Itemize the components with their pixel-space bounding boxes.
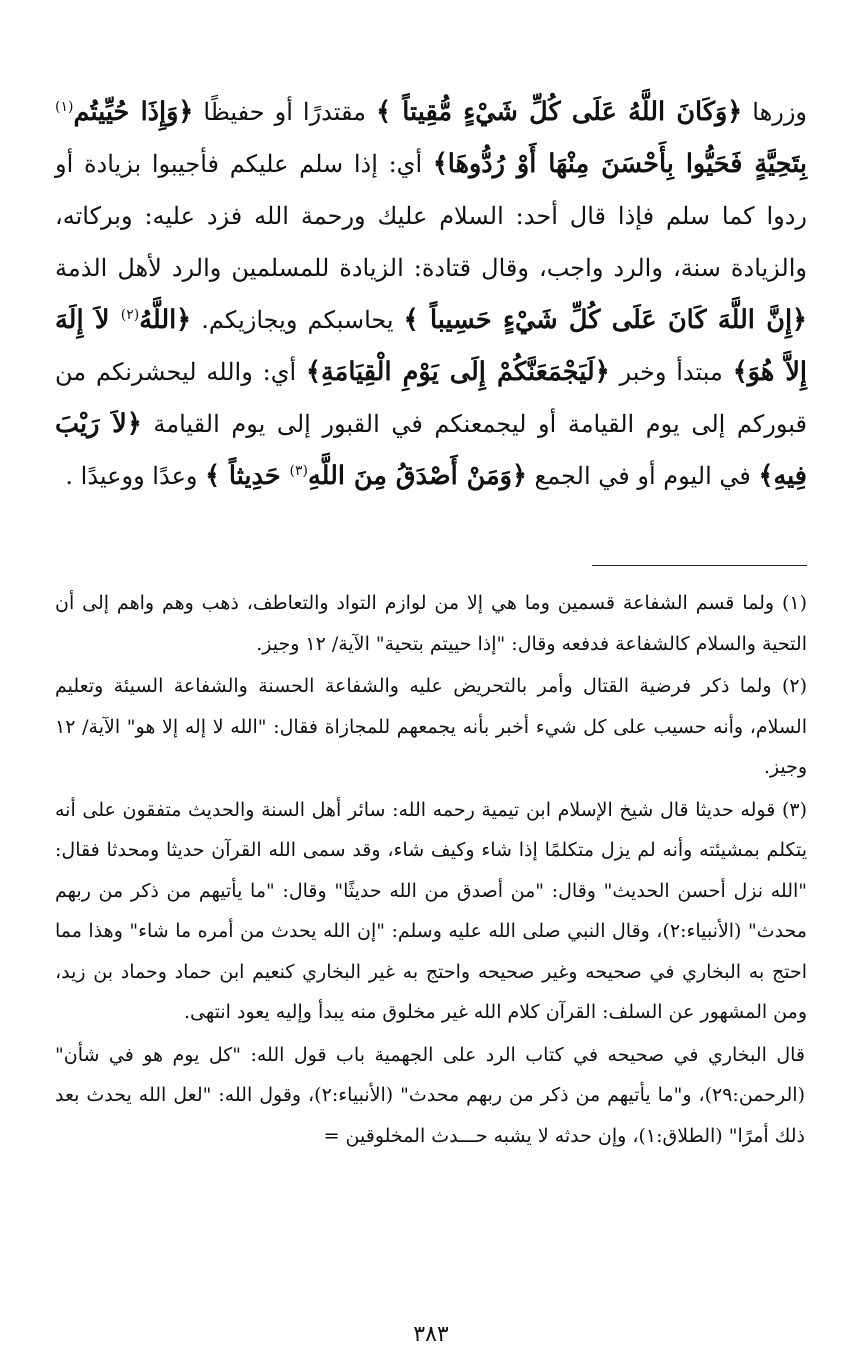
footnote-ref[interactable]: (٢) <box>120 307 140 323</box>
footnote-text: ولما ذكر فرضية القتال وأمر بالتحريض عليه والشفاعة الحسنة والشفاعة السيئة وتعليم السلام، وأنه حسيب على كل شيء أخبر بأنه يجمعهم للمجازاة فقال: "الله لا إله إلا هو" الآية/ ١٢ وجيز. <box>55 675 807 778</box>
footnote-divider <box>592 565 807 566</box>
footnote-1 <box>55 583 807 664</box>
footnote-2 <box>55 666 807 788</box>
quran-verse: ﴿لاَ رَيْبَ فِيهِ﴾ <box>55 409 807 491</box>
book-page <box>55 86 807 1356</box>
footnote-number: (١) <box>781 592 807 614</box>
text-segment: وعدًا ووعيدًا . <box>65 462 206 490</box>
quran-verse: ﴿اللَّهُ <box>139 305 192 335</box>
quran-verse: ﴿وَإِذَا حُيِّيتُم <box>73 97 194 127</box>
quran-verse: ﴿وَكَانَ اللَّهُ عَلَى كُلِّ شَيْءٍ مُّقِيتاً ﴾ <box>376 97 743 127</box>
text-segment: مقتدرًا أو حفيظًا <box>193 98 377 126</box>
quran-verse: ﴿إِنَّ اللَّهَ كَانَ عَلَى كُلِّ شَيْءٍ حَسِيباً ﴾ <box>403 305 807 335</box>
footnote-ref[interactable]: (١) <box>55 99 74 115</box>
text-segment: في اليوم أو في الجمع <box>526 462 759 490</box>
footnote-text: قال البخاري في صحيحه في كتاب الرد على الجهمية باب قول الله: "كل يوم هو في شأن" (الرحمن:٢٩)، و"ما يأتيهم من ذكر من ربهم محدث" (الأنبياء:٢)، وقول الله: "لعل الله يحدث بعد ذلك أمرًا" (الطلاق:١)، وإن حدثه لا يشبه حـــدث المخلوقين = <box>55 1043 805 1147</box>
text-segment: أي: إذا سلم عليكم فأجيبوا بزيادة أو ردوا كما سلم فإذا قال أحد: السلام عليك ورحمة الله فزد عليه: وبركاته، والزيادة سنة، والرد واجب، وقال قتادة: الزيادة للمسلمين والرد لأهل الذمة <box>55 150 807 282</box>
footnote-number: (٣) <box>781 798 807 821</box>
text-segment: يحاسبكم ويجازيكم. <box>191 306 404 334</box>
quran-verse: ﴿وَمَنْ أَصْدَقُ مِنَ اللَّهِ <box>308 461 527 491</box>
text-segment: مبتدأ وخبر <box>609 358 733 386</box>
quran-verse: ﴿لَيَجْمَعَنَّكُمْ إِلَى يَوْمِ الْقِيَامَةِ﴾ <box>306 357 610 387</box>
footnote-ref[interactable]: (٣) <box>289 463 308 479</box>
quran-verse: لاَ إِلَهَ إِلاَّ هُوَ﴾ <box>55 305 808 387</box>
main-paragraph <box>55 86 807 502</box>
footnote-3 <box>55 790 807 1033</box>
text-segment: وزرها <box>742 98 808 126</box>
quran-verse: بِتَحِيَّةٍ فَحَيُّوا بِأَحْسَنَ مِنْهَا أَوْ رُدُّوهَا﴾ <box>432 149 807 179</box>
quran-verse: حَدِيثاً ﴾ <box>205 461 290 491</box>
footnotes <box>55 583 807 1158</box>
footnote-number: (٢) <box>781 675 807 697</box>
text-segment: أي: والله ليحشرنكم من قبوركم إلى يوم القيامة أو ليجمعنكم في القبور إلى يوم القيامة <box>55 358 807 438</box>
footnote-3-continued <box>55 1035 807 1157</box>
footnote-text: قوله حديثا قال شيخ الإسلام ابن تيمية رحمه الله: سائر أهل السنة والحديث متفقون على أنه يتكلم بمشيئته وأنه لم يزل متكلمًا إذا شاء وكيف شاء، وقد سمى الله القرآن حديثا ومحدثا فقال: "الله نزل أحسن الحديث" وقال: "من أصدق من الله حديثًا" وقال: "ما يأتيهم من ذكر من ربهم محدث" (الأنبياء:٢)، وقال النبي صلى الله عليه وسلم: "إن الله يحدث من أمره ما شاء" وهذا مما احتج به البخاري في صحيحه وغير صحيحه واحتج به غير البخاري كنعيم ابن حماد وحماد بن زيد، ومن المشهور عن السلف: القرآن كلام الله غير مخلوق منه يبدأ وإليه يعود انتهى. <box>55 798 807 1023</box>
footnote-text: ولما قسم الشفاعة قسمين وما هي إلا من لوازم التواد والتعاطف، ذهب وهم واهم إلى أن التحية والسلام كالشفاعة فدفعه وقال: "إذا حييتم بتحية" الآية/ ١٢ وجيز. <box>55 592 807 655</box>
page-number: ٣٨٣ <box>413 1322 449 1347</box>
main-text <box>55 86 807 502</box>
